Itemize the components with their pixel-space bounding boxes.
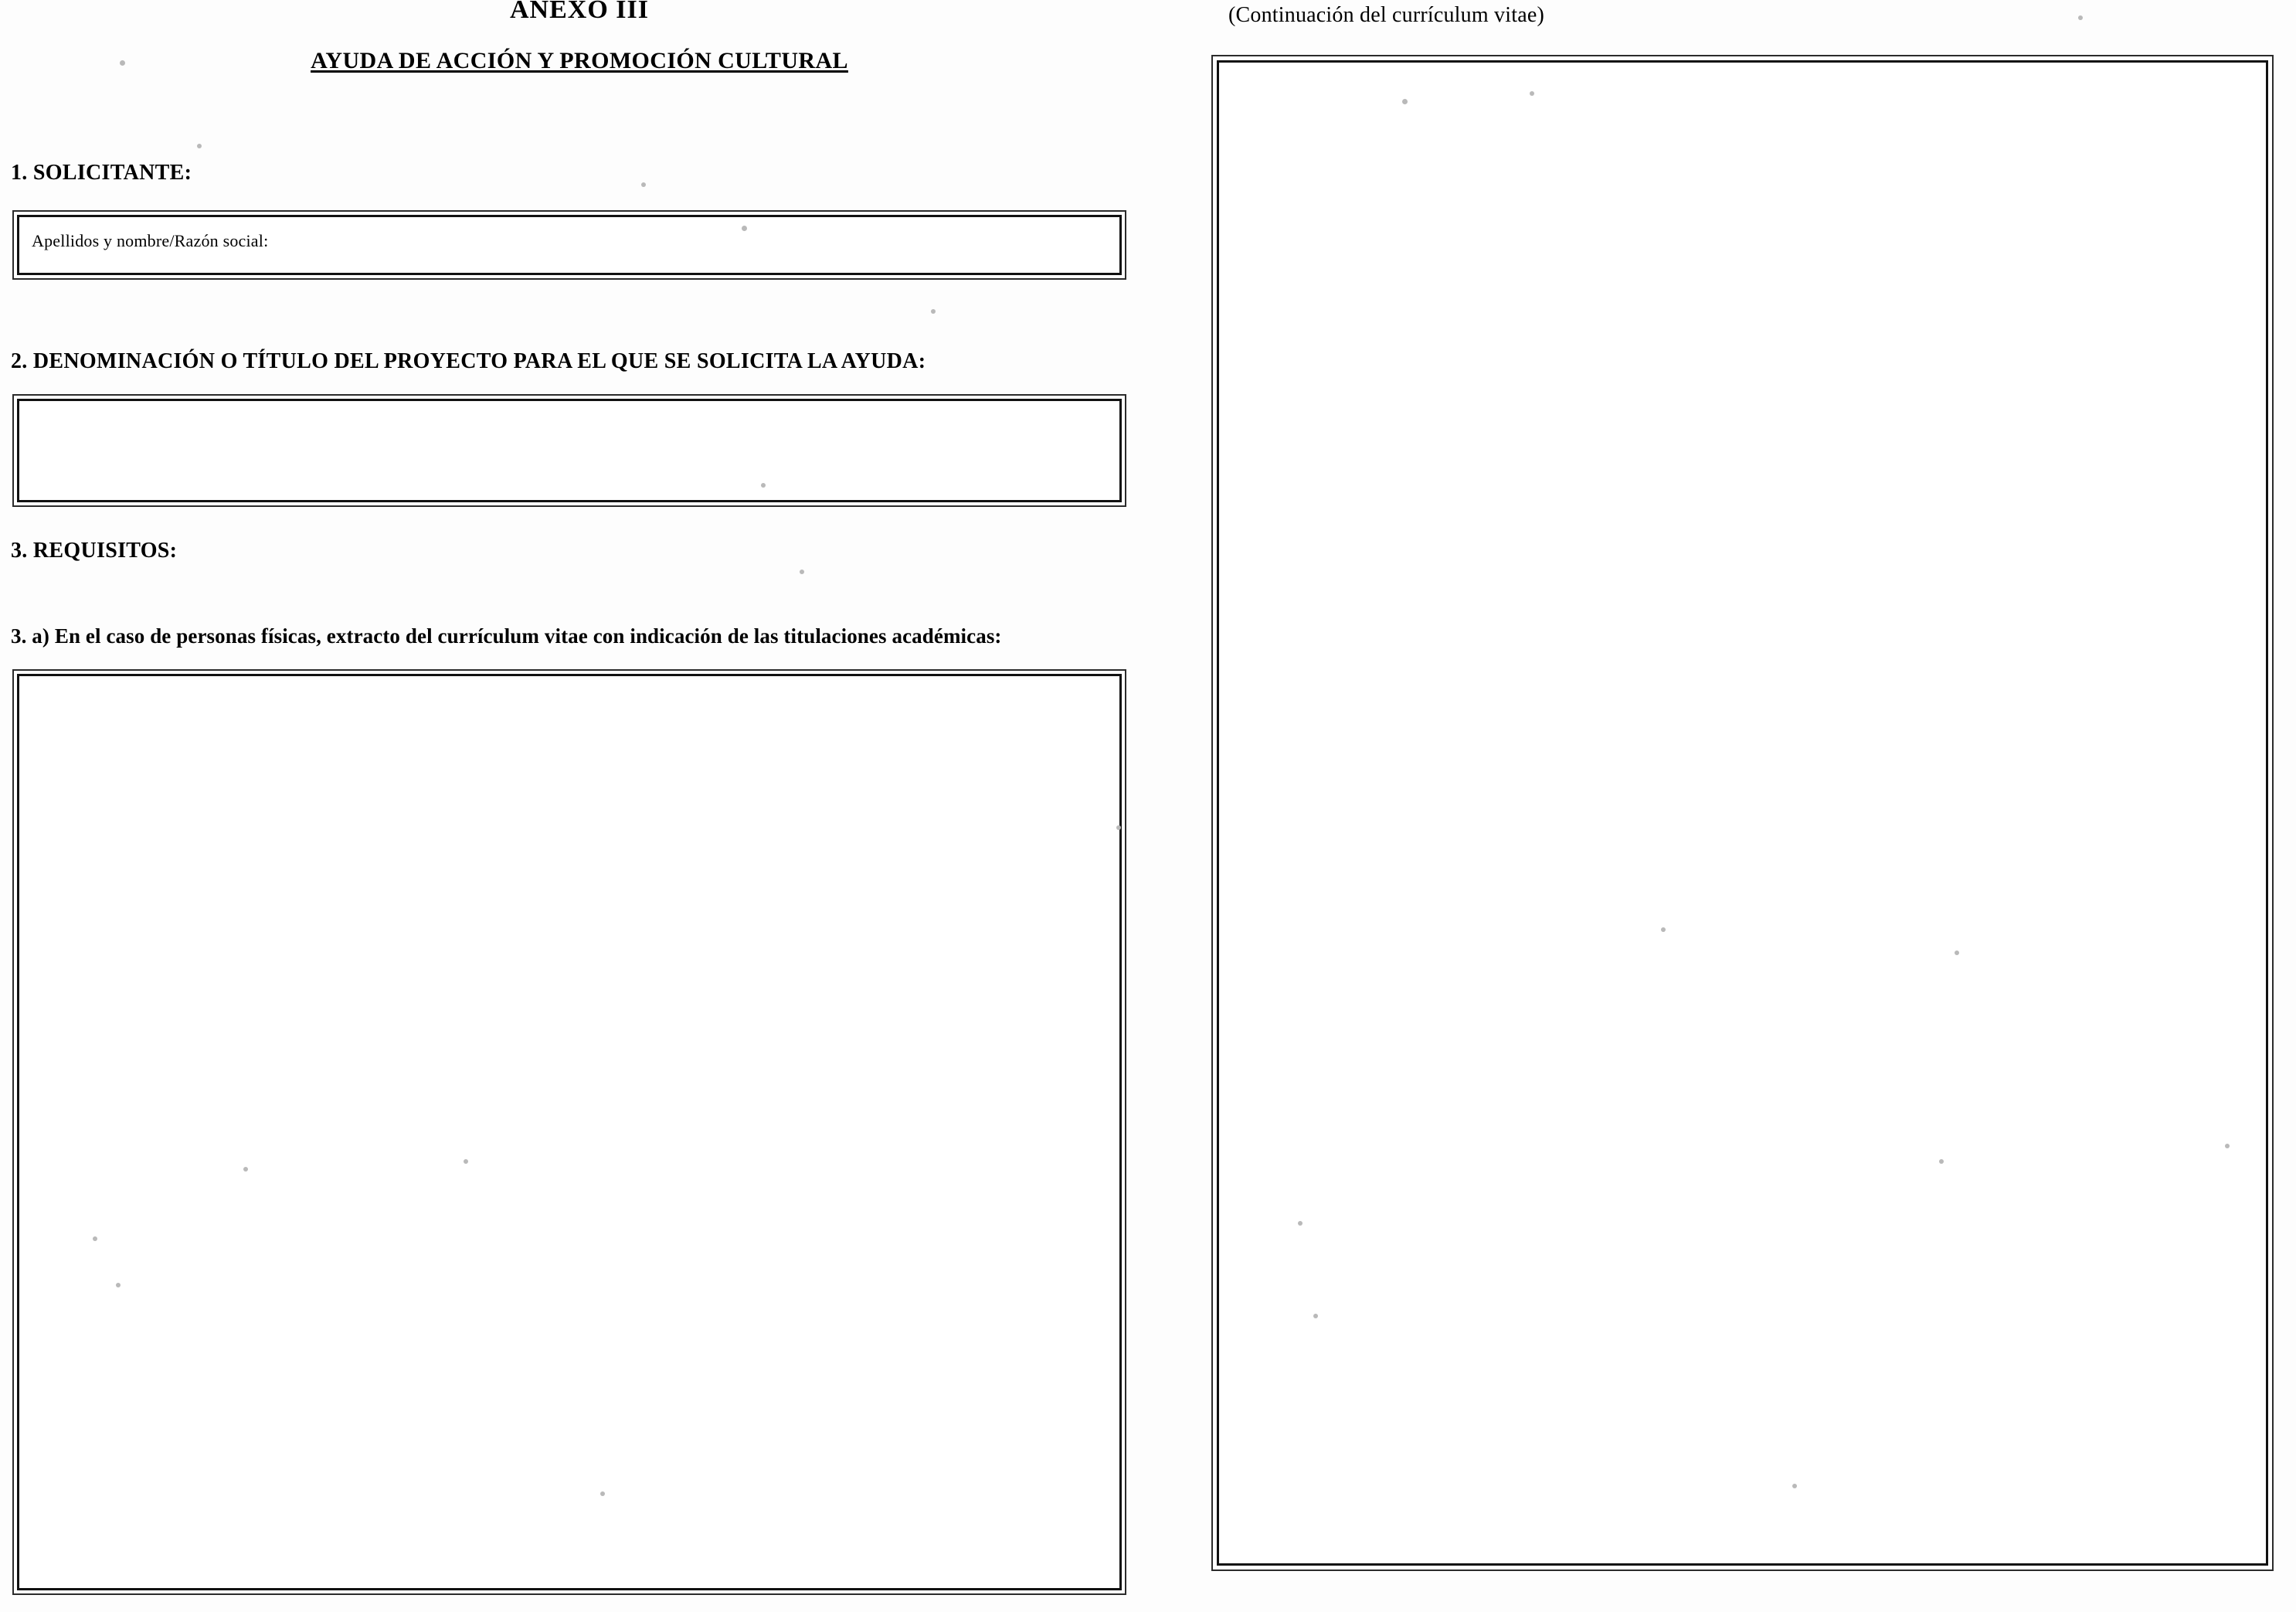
project-title-box[interactable] — [17, 399, 1122, 502]
curriculum-box[interactable] — [17, 674, 1122, 1590]
section-heading-solicitante: 1. SOLICITANTE: — [11, 161, 192, 185]
curriculum-continuation-box[interactable] — [1217, 60, 2268, 1566]
page-title-text: ANEXO III — [510, 0, 649, 24]
applicant-name-label: Apellidos y nombre/Razón social: — [32, 231, 269, 250]
section-heading-requisitos: 3. REQUISITOS: — [11, 539, 178, 563]
page-subtitle-text: AYUDA DE ACCIÓN Y PROMOCIÓN CULTURAL — [311, 48, 848, 73]
right-column — [1159, 0, 2296, 1612]
page-subtitle — [0, 48, 1159, 74]
requisito-a-text: 3. a) En el caso de personas físicas, extracto del currículum vitae con indicación de las titulaciones académicas: — [11, 624, 1002, 648]
applicant-name-box[interactable] — [17, 215, 1122, 275]
section-heading-denominacion: 2. DENOMINACIÓN O TÍTULO DEL PROYECTO PARA EL QUE SE SOLICITA LA AYUDA: — [11, 349, 926, 373]
continuation-label: (Continuación del currículum vitae) — [1228, 3, 1544, 27]
page-title — [0, 0, 1159, 25]
